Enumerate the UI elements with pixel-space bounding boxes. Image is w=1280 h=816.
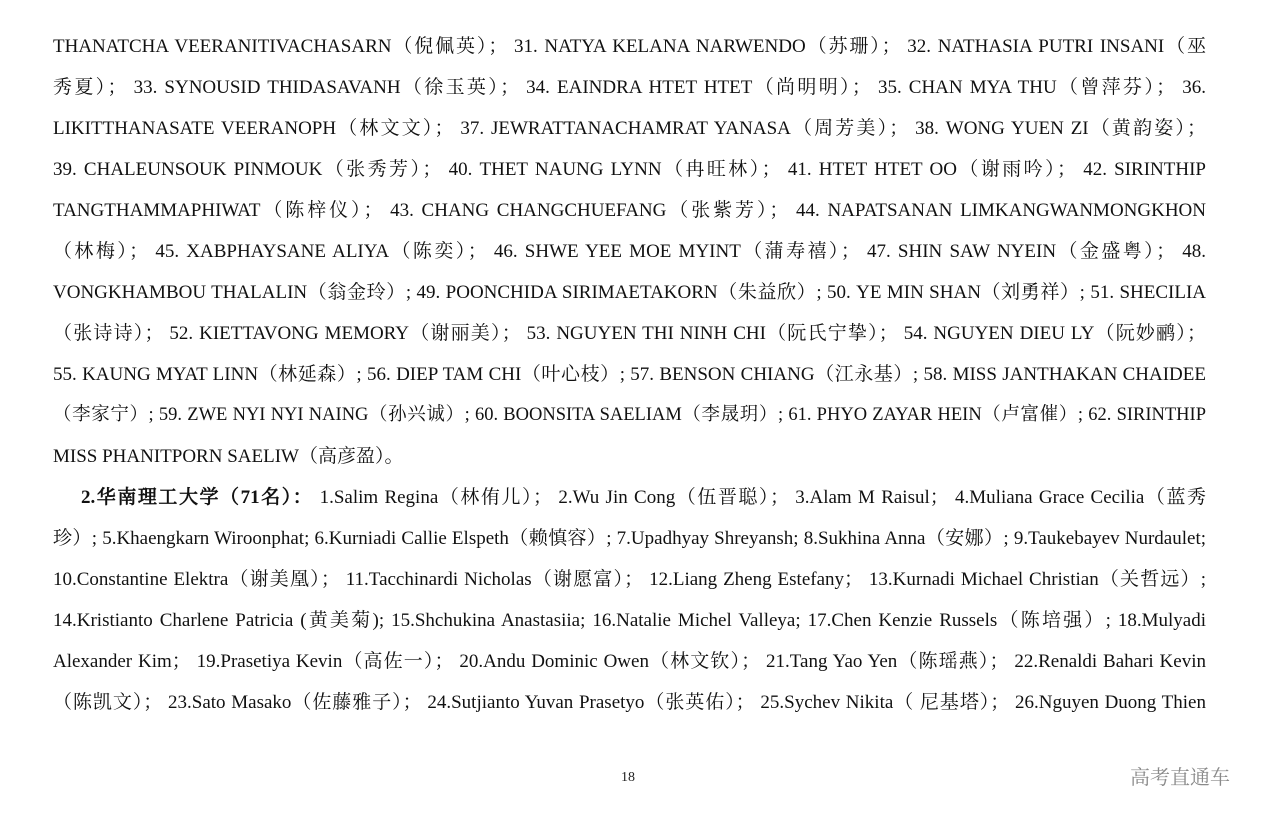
text-line: VONGKHAMBOU THALALIN（翁金玲）; 49. POONCHIDA SIRIMAETAKORN（朱益欣）; 50. YE MIN SHAN（刘勇祥）; 51. SHECILIA: [53, 282, 1206, 303]
text-line: （陈凯文）； 23.Sato Masako（佐藤雅子）； 24.Sutjianto Yuvan Prasetyo（张英佑）； 25.Sychev Nikita（ 尼基塔）； 26.Nguyen Duong Thien: [53, 692, 1206, 713]
text-line: TANGTHAMMAPHIWAT（陈梓仪）； 43. CHANG CHANGCHUEFANG（张紫芳）； 44. NAPATSANAN LIMKANGWANMONGKHON: [53, 200, 1206, 221]
text-line: LIKITTHANASATE VEERANOPH（林文文）； 37. JEWRATTANACHAMRAT YANASA（周芳美）； 38. WONG YUEN ZI（黄韵姿）；: [53, 118, 1206, 139]
text-line: MISS PHANITPORN SAELIW（高彦盈）。: [53, 446, 404, 467]
section2-first-line-text: 1.Salim Regina（林侑儿）； 2.Wu Jin Cong（伍晋聪）； 3.Alam M Raisul； 4.Muliana Grace Cecilia（蓝秀: [313, 487, 1206, 508]
section2-first-line: [53, 477, 1206, 518]
text-line: THANATCHA VEERANITIVACHASARN（倪佩英）； 31. NATYA KELANA NARWENDO（苏珊）； 32. NATHASIA PUTRI INSANI（巫: [53, 36, 1206, 57]
text-line: 14.Kristianto Charlene Patricia (黄美菊); 15.Shchukina Anastasiia; 16.Natalie Michel Valleya; 17.Chen Kenzie Russels（陈培强）; 18.Mulyadi: [53, 610, 1206, 631]
text-line: Alexander Kim； 19.Prasetiya Kevin（高佐一）； 20.Andu Dominic Owen（林文钦）； 21.Tang Yao Yen（陈瑶燕）； 22.Renaldi Bahari Kevin: [53, 651, 1206, 672]
document-body: [53, 26, 1206, 723]
watermark-logo-text: 高考直通车: [1130, 765, 1230, 789]
text-line: 55. KAUNG MYAT LINN（林延森）; 56. DIEP TAM CHI（叶心枝）; 57. BENSON CHIANG（江永基）; 58. MISS JANTHAKAN CHAIDEE: [53, 364, 1206, 385]
text-line: （林梅）； 45. XABPHAYSANE ALIYA（陈奕）； 46. SHWE YEE MOE MYINT（蒲寿禧）； 47. SHIN SAW NYEIN（金盛粤）； 48.: [53, 241, 1206, 262]
page-number: 18: [621, 770, 635, 785]
text-line: 10.Constantine Elektra（谢美凰）； 11.Tacchinardi Nicholas（谢愿富）； 12.Liang Zheng Estefany； 13.Kurnadi Michael Christian（关哲远）;: [53, 569, 1206, 590]
text-line: 秀夏）； 33. SYNOUSID THIDASAVANH（徐玉英）； 34. EAINDRA HTET HTET（尚明明）； 35. CHAN MYA THU（曾萍芬）； 36.: [53, 77, 1206, 98]
text-line: 39. CHALEUNSOUK PINMOUK（张秀芳）； 40. THET NAUNG LYNN（冉旺林）； 41. HTET HTET OO（谢雨吟）； 42. SIRINTHIP: [53, 159, 1206, 180]
section2-heading: 2.华南理工大学（71名）：: [81, 487, 314, 508]
text-line: （张诗诗）； 52. KIETTAVONG MEMORY（谢丽美）； 53. NGUYEN THI NINH CHI（阮氏宁挚）； 54. NGUYEN DIEU LY（阮妙鹂）；: [53, 323, 1206, 344]
text-line: （李家宁）; 59. ZWE NYI NYI NAING（孙兴诚）; 60. BOONSITA SAELIAM（李晟玥）; 61. PHYO ZAYAR HEIN（卢富催）; 62. SIRINTHIP: [53, 405, 1206, 425]
text-line: 珍）; 5.Khaengkarn Wiroonphat; 6.Kurniadi Callie Elspeth（赖慎容）; 7.Upadhyay Shreyansh; 8.Sukhina Anna（安娜）; 9.Taukebayev Nurdaulet;: [53, 528, 1206, 549]
